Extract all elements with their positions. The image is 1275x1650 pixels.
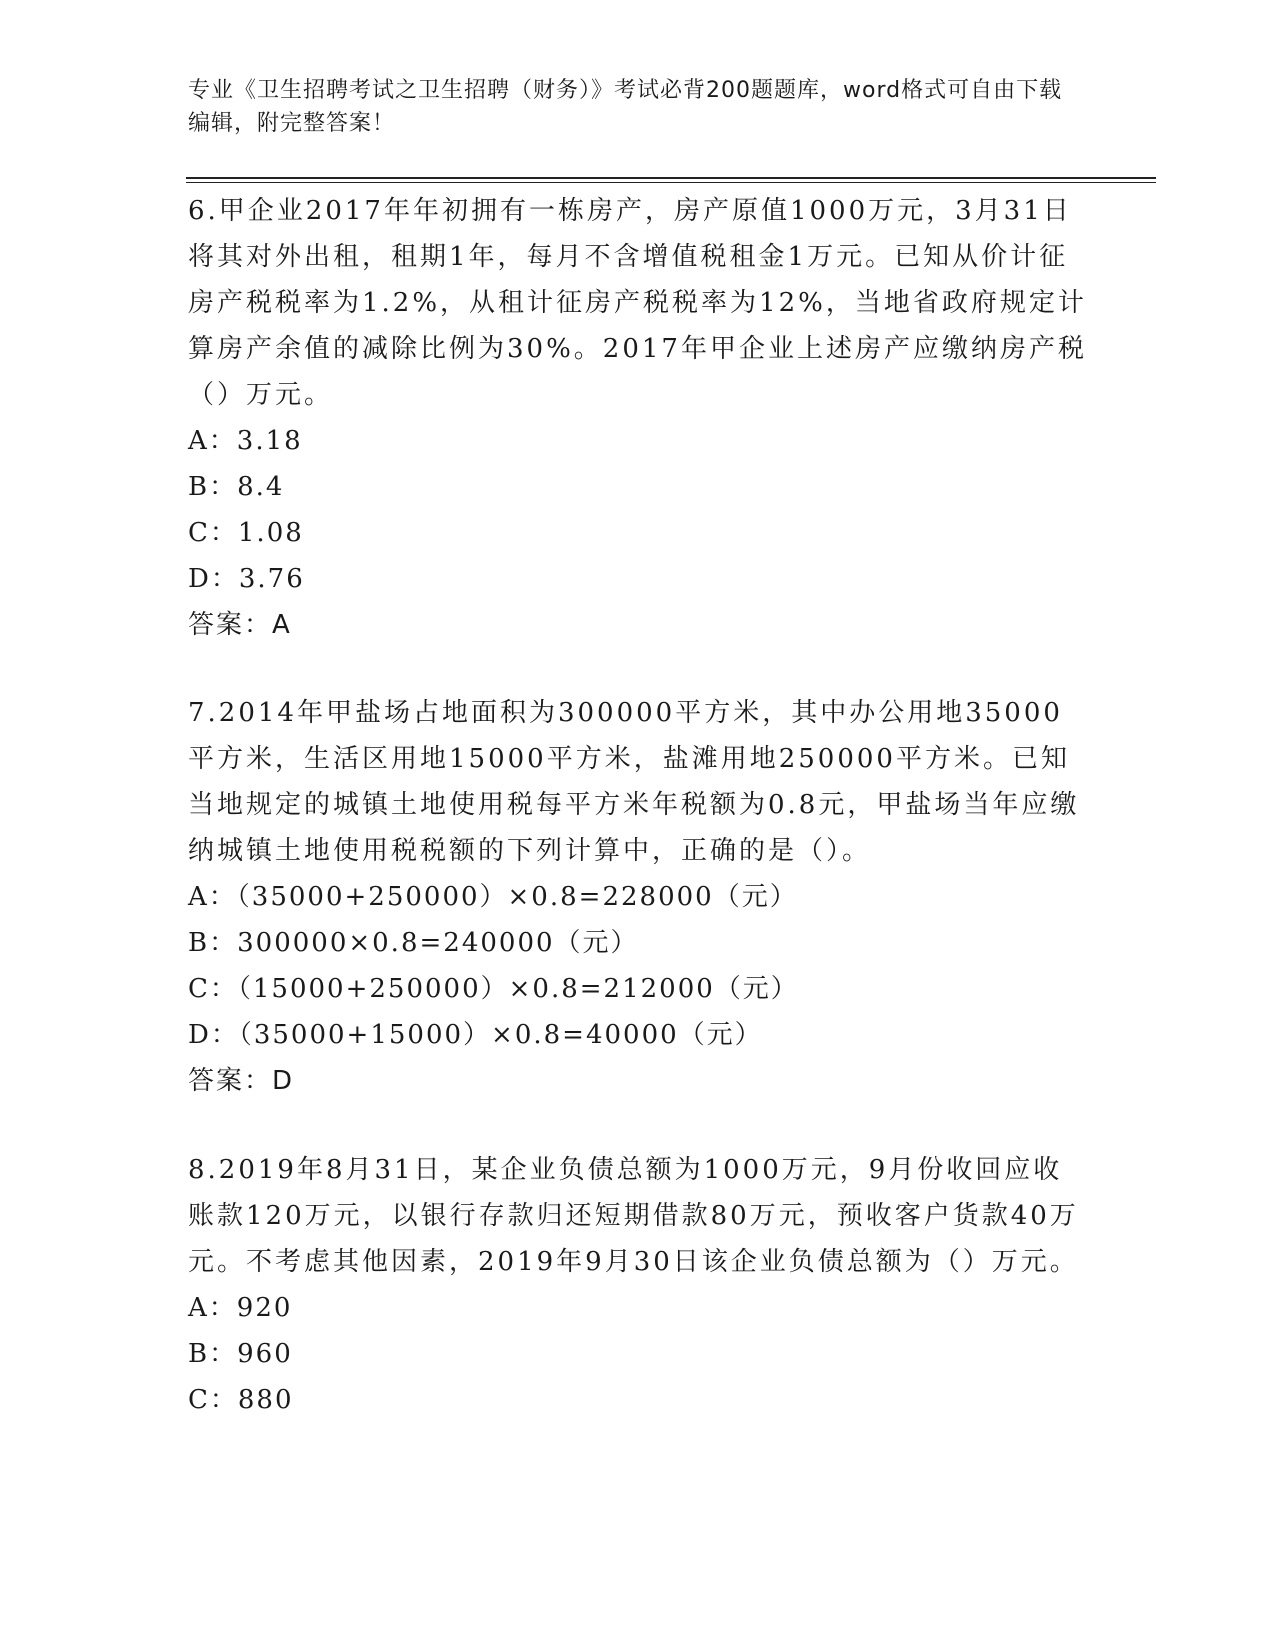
document-header: 专业《卫生招聘考试之卫生招聘（财务）》考试必背200题题库，word格式可自由下载编辑，附完整答案！ (188, 78, 1063, 136)
option-b: B：960 (188, 1339, 293, 1369)
option-b: B：8.4 (188, 472, 285, 502)
option-a: A：（35000+250000）×0.8=228000（元） (188, 882, 798, 912)
question-stem: 7.2014年甲盐场占地面积为300000平方米，其中办公用地35000平方米，生活区用地15000平方米，盐滩用地250000平方米。已知当地规定的城镇土地使用税每平方米年税额为0.8元，甲盐场当年应缴纳城镇土地使用税税额的下列计算中，正确的是（）。 (188, 698, 1080, 866)
question-stem: 8.2019年8月31日，某企业负债总额为1000万元，9月份收回应收账款120万元，以银行存款归还短期借款80万元，预收客户货款40万元。不考虑其他因素，2019年9月30日该企业负债总额为（）万元。 (188, 1155, 1079, 1277)
option-c: C：880 (188, 1385, 294, 1415)
option-d: D：3.76 (188, 564, 305, 594)
option-a: A：3.18 (188, 426, 303, 456)
option-d: D：（35000+15000）×0.8=40000（元） (188, 1020, 763, 1050)
answer-line: 答案：D (188, 1066, 295, 1096)
header-divider-thick (186, 177, 1156, 179)
answer-line: 答案：A (188, 610, 292, 640)
option-a: A：920 (188, 1293, 293, 1323)
question-8 (188, 1147, 1088, 1423)
option-c: C：（15000+250000）×0.8=212000（元） (188, 974, 799, 1004)
question-stem: 6.甲企业2017年年初拥有一栋房产，房产原值1000万元，3月31日将其对外出租，租期1年，每月不含增值税租金1万元。已知从价计征房产税税率为1.2%，从租计征房产税税率为12%，当地省政府规定计算房产余值的减除比例为30%。2017年甲企业上述房产应缴纳房产税（）万元。 (188, 196, 1087, 410)
question-7 (188, 690, 1088, 1104)
option-b: B：300000×0.8=240000（元） (188, 928, 639, 958)
header-divider-thin (186, 182, 1156, 183)
option-c: C：1.08 (188, 518, 304, 548)
question-6 (188, 188, 1088, 648)
